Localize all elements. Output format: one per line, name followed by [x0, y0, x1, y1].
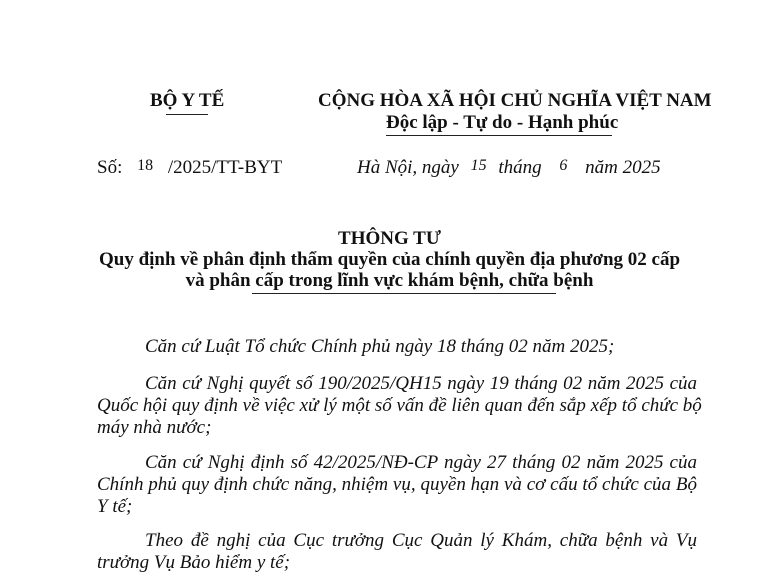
document-number: [97, 157, 282, 180]
national-title: CỘNG HÒA XÃ HỘI CHỦ NGHĨA VIỆT NAM: [318, 90, 712, 111]
paragraph-line: Quốc hội quy định về việc xử lý một số vấn đề liên quan đến sắp xếp tổ chức bộ: [97, 395, 702, 416]
paragraph-line: máy nhà nước;: [97, 417, 212, 438]
paragraph-line: Căn cứ Nghị quyết số 190/2025/QH15 ngày 19 tháng 02 năm 2025 của: [145, 373, 697, 394]
national-motto: Độc lập - Tự do - Hạnh phúc: [386, 112, 619, 133]
legal-basis-paragraph: [97, 373, 702, 439]
document-number-value: 18: [137, 157, 154, 174]
place-and-date: [357, 157, 661, 180]
paragraph-line: Theo đề nghị của Cục trưởng Cục Quản lý Khám, chữa bệnh và Vụ: [145, 530, 697, 551]
paragraph-line: Chính phủ quy định chức năng, nhiệm vụ, quyền hạn và cơ cấu tổ chức của Bộ: [97, 474, 697, 495]
year-label: năm 2025: [585, 157, 661, 178]
subject-underline: [252, 293, 556, 294]
paragraph-line: Căn cứ Nghị định số 42/2025/NĐ-CP ngày 27 tháng 02 năm 2025 của: [145, 452, 697, 473]
document-subject-line-2: và phân cấp trong lĩnh vực khám bệnh, chữa bệnh: [185, 270, 594, 291]
document-subject-line-1: Quy định về phân định thẩm quyền của chính quyền địa phương 02 cấp: [98, 249, 681, 270]
month-label: tháng: [498, 157, 542, 178]
proposal-paragraph: [97, 530, 697, 574]
legal-basis-paragraph: [97, 336, 697, 358]
document-type-title: THÔNG TƯ: [338, 228, 441, 249]
paragraph-line: Y tế;: [97, 496, 133, 517]
document-number-prefix: Số:: [97, 157, 123, 178]
paragraph-line: Căn cứ Luật Tổ chức Chính phủ ngày 18 tháng 02 năm 2025;: [145, 336, 615, 357]
document-number-suffix: /2025/TT-BYT: [167, 157, 283, 178]
issuing-agency-underline: [166, 114, 208, 115]
date-day: 15: [470, 157, 487, 174]
place-label: Hà Nội, ngày: [357, 157, 459, 178]
national-motto-underline: [386, 135, 612, 136]
date-month: 6: [559, 157, 568, 174]
issuing-agency: BỘ Y TẾ: [150, 90, 225, 111]
paragraph-line: trưởng Vụ Bảo hiểm y tế;: [97, 552, 291, 573]
legal-basis-paragraph: [97, 452, 697, 518]
